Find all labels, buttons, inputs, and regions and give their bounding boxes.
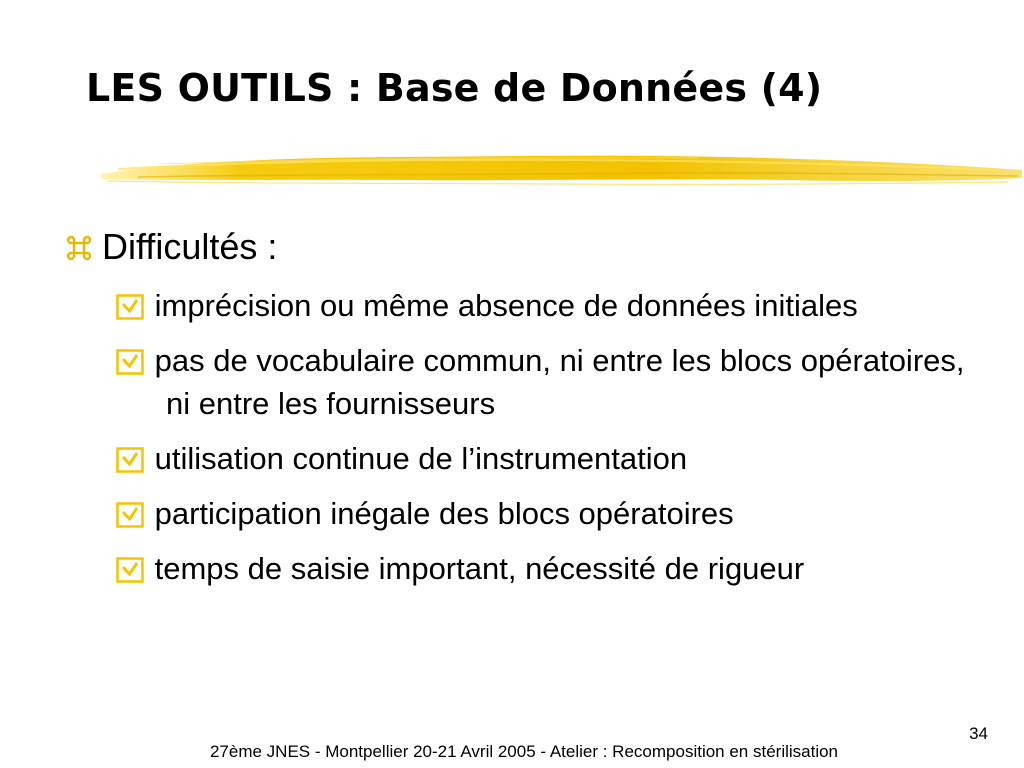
sub-bullet-list bbox=[116, 284, 976, 602]
main-bullet bbox=[66, 222, 277, 272]
yellow-checkbox-icon bbox=[116, 557, 144, 583]
list-item bbox=[116, 437, 976, 480]
list-item bbox=[116, 547, 976, 590]
yellow-brush-stroke-divider bbox=[98, 148, 1024, 190]
list-item bbox=[116, 492, 976, 535]
main-bullet-label: Difficultés : bbox=[102, 226, 278, 267]
yellow-checkbox-icon bbox=[116, 447, 144, 473]
yellow-checkbox-icon bbox=[116, 294, 144, 320]
slide-number: 34 bbox=[969, 724, 988, 743]
yellow-checkbox-icon bbox=[116, 349, 144, 375]
list-item-text: temps de saisie important, nécessité de rigueur bbox=[154, 551, 805, 586]
command-key-icon bbox=[66, 222, 102, 272]
list-item-text: imprécision ou même absence de données initiales bbox=[154, 288, 858, 323]
list-item-text: utilisation continue de l’instrumentation bbox=[154, 441, 688, 476]
list-item-text: pas de vocabulaire commun, ni entre les blocs opératoires, ni entre les fournisseurs bbox=[154, 343, 965, 421]
slide-footer bbox=[0, 742, 1024, 762]
list-item bbox=[116, 339, 976, 425]
yellow-checkbox-icon bbox=[116, 502, 144, 528]
list-item-text: participation inégale des blocs opératoires bbox=[154, 496, 734, 531]
slide-title: LES OUTILS : Base de Données (4) bbox=[86, 66, 823, 110]
list-item bbox=[116, 284, 976, 327]
footer-text: 27ème JNES - Montpellier 20-21 Avril 2005 - Atelier : Recomposition en stérilisation bbox=[209, 742, 839, 761]
